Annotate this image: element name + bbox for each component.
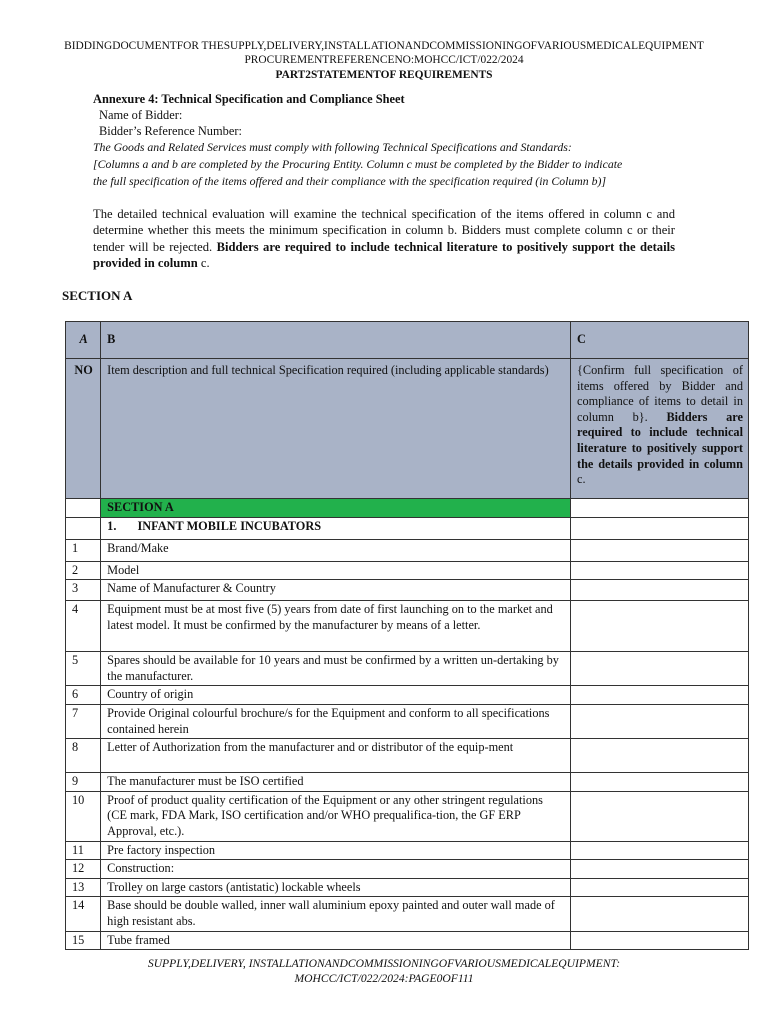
row-bidder-response[interactable] <box>570 704 748 738</box>
row-number: 5 <box>66 652 101 686</box>
row-number: 13 <box>66 878 101 897</box>
spec-table <box>65 321 749 950</box>
row-bidder-response[interactable] <box>570 561 748 580</box>
row-description: Tube framed <box>101 931 571 950</box>
row-number: 12 <box>66 860 101 879</box>
row-description: Proof of product quality certification of the Equipment or any other stringent regulations (CE mark, FDA Mark, ISO certification and/or WHO prequalifica-tion, the GF ERP Approval, etc.). <box>101 791 571 841</box>
col-a-header: A <box>66 322 101 359</box>
bidder-reference-label: Bidder’s Reference Number: <box>99 124 242 138</box>
column-title-row <box>66 359 749 499</box>
row-bidder-response[interactable] <box>570 791 748 841</box>
row-bidder-response[interactable] <box>570 841 748 860</box>
row-description: Pre factory inspection <box>101 841 571 860</box>
spec-row <box>66 860 749 879</box>
spec-row <box>66 791 749 841</box>
col-b-header: B <box>101 322 571 359</box>
row-number: 3 <box>66 580 101 601</box>
spec-row <box>66 773 749 792</box>
spec-row <box>66 897 749 931</box>
subheading-empty-c <box>570 517 748 539</box>
annexure-title: Annexure 4: Technical Specification and Compliance Sheet <box>93 92 405 106</box>
columns-note-line2: the full specification of the items offered and their compliance with the specification required (in Column b)] <box>93 174 607 188</box>
row-description: Construction: <box>101 860 571 879</box>
row-number: 7 <box>66 704 101 738</box>
no-header: NO <box>66 359 101 499</box>
row-description: The manufacturer must be ISO certified <box>101 773 571 792</box>
row-bidder-response[interactable] <box>570 739 748 773</box>
row-description: Letter of Authorization from the manufacturer and or distributor of the equip-ment <box>101 739 571 773</box>
row-description: Trolley on large castors (antistatic) lockable wheels <box>101 878 571 897</box>
evaluation-text: The detailed technical evaluation will examine the technical specification of the items offered in column c and determine whether this meets the minimum specification in column b. Bidders must complete column c or their tender will be rejected. <box>93 207 675 254</box>
column-letter-row <box>66 322 749 359</box>
procurement-reference: PROCUREMENTREFERENCENO:MOHCC/ICT/022/2024 <box>244 54 524 66</box>
spec-row <box>66 561 749 580</box>
row-bidder-response[interactable] <box>570 931 748 950</box>
item-description-header: Item description and full technical Specification required (including applicable standards) <box>101 359 571 499</box>
confirm-text: {Confirm full specification of items offered by Bidder and compliance of items to detail in column b}. <box>576 363 743 424</box>
row-bidder-response[interactable] <box>570 878 748 897</box>
row-number: 15 <box>66 931 101 950</box>
name-of-bidder-label: Name of Bidder: <box>99 108 183 122</box>
row-bidder-response[interactable] <box>570 652 748 686</box>
row-description: Brand/Make <box>101 539 571 561</box>
row-description: Country of origin <box>101 686 571 705</box>
section-a-empty-no <box>66 499 101 518</box>
spec-row <box>66 931 749 950</box>
row-number: 6 <box>66 686 101 705</box>
row-description: Name of Manufacturer & Country <box>101 580 571 601</box>
row-bidder-response[interactable] <box>570 897 748 931</box>
confirm-tail: c. <box>576 472 586 487</box>
columns-note-line1: [Columns a and b are completed by the Procuring Entity. Column c must be completed by the Bidder to indicate <box>93 157 623 171</box>
row-number: 2 <box>66 561 101 580</box>
row-number: 9 <box>66 773 101 792</box>
spec-row <box>66 539 749 561</box>
row-bidder-response[interactable] <box>570 773 748 792</box>
row-bidder-response[interactable] <box>570 601 748 652</box>
row-bidder-response[interactable] <box>570 580 748 601</box>
spec-row <box>66 739 749 773</box>
subheading-row <box>66 517 749 539</box>
spec-row <box>66 601 749 652</box>
spec-row <box>66 841 749 860</box>
footer-page: MOHCC/ICT/022/2024:PAGE0OF111 <box>294 972 474 985</box>
section-a-cell: SECTION A <box>101 499 571 518</box>
row-bidder-response[interactable] <box>570 686 748 705</box>
header-title: BIDDINGDOCUMENTFOR THESUPPLY,DELIVERY,INSTALLATIONANDCOMMISSIONINGOFVARIOUSMEDICALEQUIPMENT <box>64 40 704 52</box>
evaluation-paragraph <box>93 206 675 272</box>
section-a-heading: SECTION A <box>62 288 133 303</box>
section-a-row <box>66 499 749 518</box>
evaluation-bold-text: Bidders are required to include technical literature to positively support the details provided in column <box>93 239 675 271</box>
subheading-empty-no <box>66 517 101 539</box>
row-bidder-response[interactable] <box>570 860 748 879</box>
col-c-header: C <box>570 322 748 359</box>
subheading-number: 1. <box>107 518 117 533</box>
confirm-spec-header <box>570 359 748 499</box>
row-number: 8 <box>66 739 101 773</box>
section-a-empty-c <box>570 499 748 518</box>
row-number: 10 <box>66 791 101 841</box>
row-number: 4 <box>66 601 101 652</box>
spec-row <box>66 878 749 897</box>
compliance-note: The Goods and Related Services must comply with following Technical Specifications and Standards: <box>93 140 572 154</box>
subheading-cell <box>101 517 571 539</box>
spec-row <box>66 652 749 686</box>
row-number: 11 <box>66 841 101 860</box>
row-description: Spares should be available for 10 years and must be confirmed by a written un-dertaking by the manufacturer. <box>101 652 571 686</box>
row-description: Model <box>101 561 571 580</box>
confirm-bold-text: Bidders are required to include technical literature to positively support the details provided in column <box>576 409 743 471</box>
spec-row <box>66 686 749 705</box>
evaluation-tail: c. <box>197 256 210 271</box>
row-description: Provide Original colourful brochure/s for the Equipment and conform to all specifications contained herein <box>101 704 571 738</box>
row-bidder-response[interactable] <box>570 539 748 561</box>
subheading-title: INFANT MOBILE INCUBATORS <box>137 518 322 533</box>
spec-row <box>66 704 749 738</box>
row-description: Equipment must be at most five (5) years from date of first launching on to the market and latest model. It must be confirmed by the manufacturer by means of a letter. <box>101 601 571 652</box>
spec-rows <box>66 539 749 950</box>
row-number: 1 <box>66 539 101 561</box>
spec-row <box>66 580 749 601</box>
row-number: 14 <box>66 897 101 931</box>
part-title: PART2STATEMENTOF REQUIREMENTS <box>275 69 493 81</box>
row-description: Base should be double walled, inner wall aluminium epoxy painted and outer wall made of high resistant abs. <box>101 897 571 931</box>
footer-line1: SUPPLY,DELIVERY, INSTALLATIONANDCOMMISSIONINGOFVARIOUSMEDICALEQUIPMENT: <box>147 957 621 970</box>
